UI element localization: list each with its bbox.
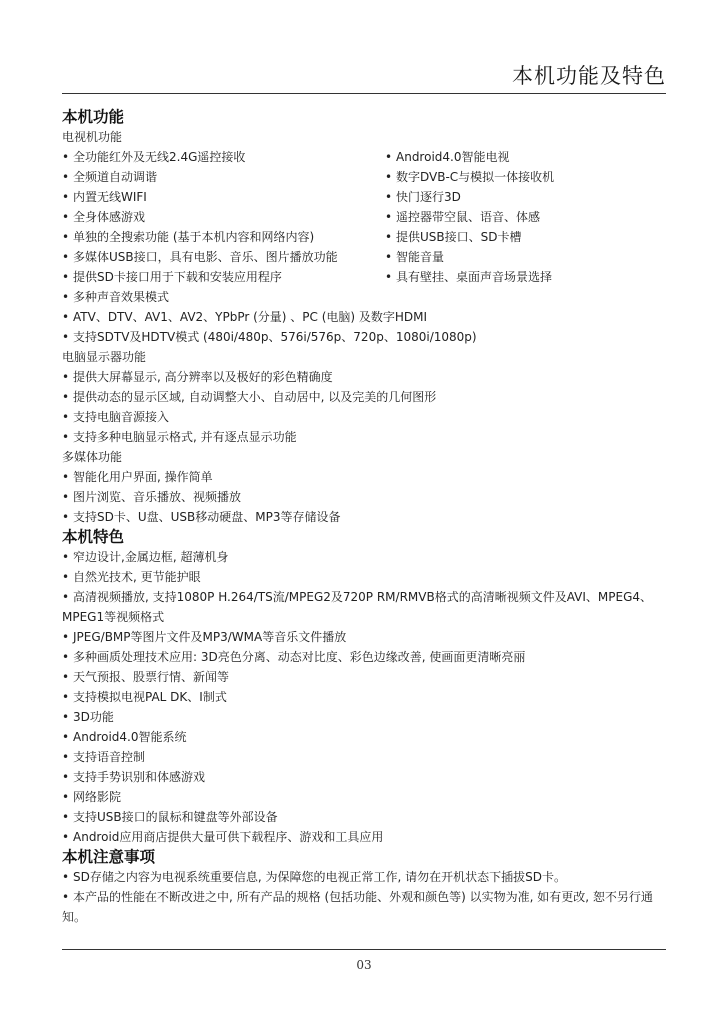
list-item: • 多种画质处理技术应用: 3D亮色分离、动态对比度、彩色边缘改善, 使画面更清晰亮丽 [62, 650, 526, 664]
list-item: • 高清视频播放, 支持1080P H.264/TS流/MPEG2及720P RM/RMVB格式的高清晰视频文件及AVI、MPEG4、MPEG1等视频格式 [62, 590, 653, 624]
list-item: • 智能音量 [385, 250, 445, 264]
list-item: • 支持SD卡、U盘、USB移动硬盘、MP3等存储设备 [62, 510, 341, 524]
list-item: • 图片浏览、音乐播放、视频播放 [62, 490, 242, 504]
list-item: • 支持电脑音源接入 [62, 410, 170, 424]
features-heading: 本机功能 [62, 108, 125, 126]
list-item: • 支持语音控制 [62, 750, 146, 764]
list-item: • 数字DVB-C与模拟一体接收机 [385, 170, 555, 184]
list-item: • 支持SDTV及HDTV模式 (480i/480p、576i/576p、720p、1080i/1080p) [62, 330, 477, 344]
list-item: • 3D功能 [62, 710, 114, 724]
tv-features-columns [62, 147, 670, 287]
list-item: • 支持多种电脑显示格式, 并有逐点显示功能 [62, 430, 297, 444]
list-item: • 全功能红外及无线2.4G遥控接收 [62, 150, 246, 164]
list-item: • 多媒体USB接口，具有电影、音乐、图片播放功能 [62, 250, 338, 264]
list-item: • Android应用商店提供大量可供下载程序、游戏和工具应用 [62, 830, 384, 844]
list-item: • 提供大屏幕显示, 高分辨率以及极好的彩色精确度 [62, 370, 333, 384]
list-item: • 智能化用户界面, 操作简单 [62, 470, 213, 484]
list-item: • 网络影院 [62, 790, 122, 804]
list-item: • 快门逐行3D [385, 190, 461, 204]
list-item: • 提供USB接口、SD卡槽 [385, 230, 522, 244]
list-item: • 提供动态的显示区域, 自动调整大小、自动居中, 以及完美的几何图形 [62, 390, 437, 404]
list-item: • SD存储之内容为电视系统重要信息, 为保障您的电视正常工作, 请勿在开机状态下插拔SD卡。 [62, 870, 566, 884]
page-number: 03 [356, 958, 372, 972]
list-item: • 支持USB接口的鼠标和键盘等外部设备 [62, 810, 278, 824]
list-item: • 全身体感游戏 [62, 210, 146, 224]
tv-features-subheading: 电视机功能 [62, 130, 123, 144]
list-item: • 内置无线WIFI [62, 190, 147, 204]
list-item: • 遥控器带空鼠、语音、体感 [385, 210, 541, 224]
list-item: • 本产品的性能在不断改进之中, 所有产品的规格 (包括功能、外观和颜色等) 以实物为准, 如有更改, 恕不另行通知。 [62, 890, 653, 924]
pc-features-subheading: 电脑显示器功能 [62, 350, 147, 364]
list-item: • 自然光技术, 更节能护眼 [62, 570, 201, 584]
page-title: 本机功能及特色 [512, 64, 666, 88]
header-divider [62, 93, 666, 94]
list-item: • Android4.0智能系统 [62, 730, 187, 744]
list-item: • 支持模拟电视PAL DK、I制式 [62, 690, 227, 704]
list-item: • 单独的全搜索功能 (基于本机内容和网络内容) [62, 230, 315, 244]
specials-heading: 本机特色 [62, 528, 125, 546]
tv-features-left-column [62, 147, 385, 287]
list-item: • Android4.0智能电视 [385, 150, 510, 164]
list-item: • 多种声音效果模式 [62, 290, 170, 304]
notes-heading: 本机注意事项 [62, 848, 156, 866]
list-item: • 全频道自动调谐 [62, 170, 158, 184]
list-item: • 支持手势识别和体感游戏 [62, 770, 206, 784]
list-item: • 提供SD卡接口用于下载和安装应用程序 [62, 270, 282, 284]
list-item: • 窄边设计,金属边框, 超薄机身 [62, 550, 229, 564]
list-item: • ATV、DTV、AV1、AV2、YPbPr (分量) 、PC (电脑) 及数字HDMI [62, 310, 428, 324]
multimedia-features-subheading: 多媒体功能 [62, 450, 123, 464]
list-item: • JPEG/BMP等图片文件及MP3/WMA等音乐文件播放 [62, 630, 347, 644]
page-content [62, 107, 670, 927]
list-item: • 具有壁挂、桌面声音场景选择 [385, 270, 553, 284]
footer-divider [62, 949, 666, 950]
tv-features-right-column [385, 147, 670, 287]
list-item: • 天气预报、股票行情、新闻等 [62, 670, 230, 684]
